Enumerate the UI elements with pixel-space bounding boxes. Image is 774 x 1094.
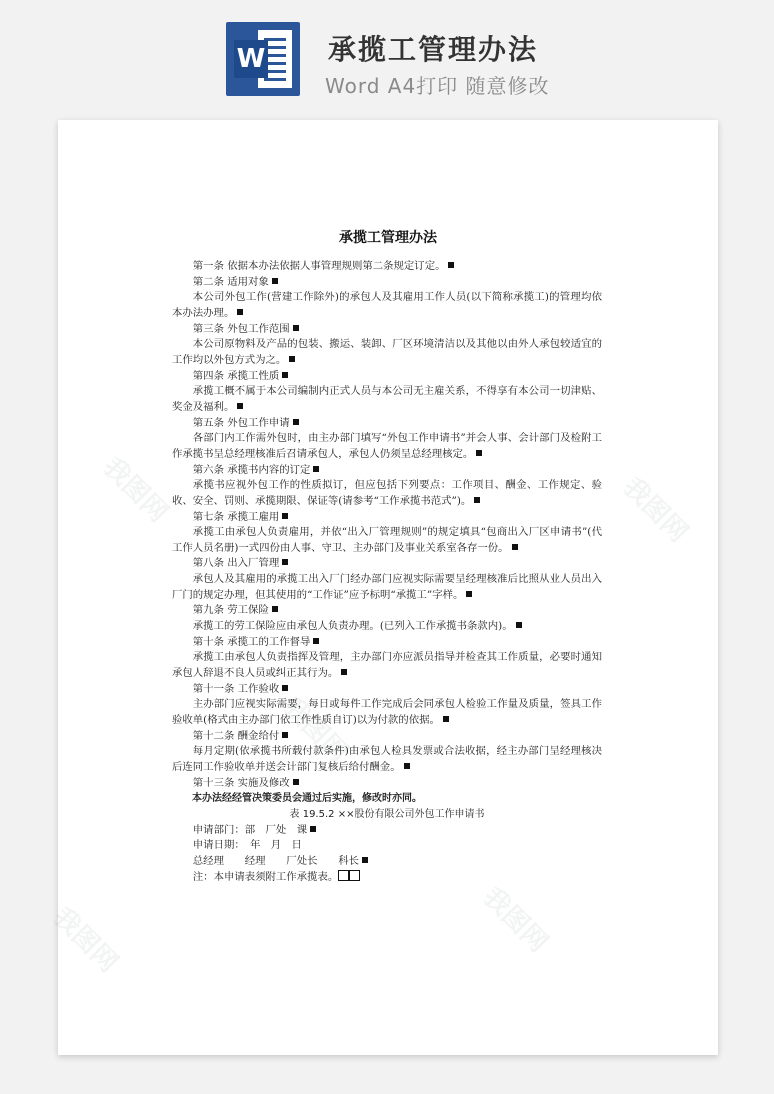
paragraph-mark-icon [282,559,288,565]
paragraph-text: 第三条 外包工作范围 [192,322,290,335]
paragraph-mark-icon [476,450,482,456]
paragraph-text: 第六条 承揽书内容的订定 [192,463,311,476]
paragraph-text: 第十三条 实施及修改 [192,776,290,789]
document-paragraph [172,322,602,338]
watermark: 我图网 [47,902,124,979]
document-paragraph [172,478,602,509]
paragraph-text: 表 19.5.2 ××股份有限公司外包工作申请书 [289,808,485,820]
paragraph-text: 本公司外包工作(营建工作除外)的承包人及其雇用工作人员(以下简称承揽工)的管理均依本办法办理。 [172,291,602,319]
paragraph-text: 第一条 依据本办法依据人事管理规则第二条规定订定。 [192,260,446,272]
paragraph-mark-icon [237,309,243,315]
paragraph-mark-icon [293,779,299,785]
paragraph-text: 本公司原物料及产品的包装、搬运、装卸、厂区环境清洁以及其他以由外人承包较适宜的工作均以外包方式为之。 [172,338,602,366]
document-paragraph [172,603,602,619]
paragraph-text: 承揽工由承包人负责雇用，并依“出入厂管理规则”的规定填具“包商出入厂区申请书”(代工作人员名册)一式四份由人事、守卫、主办部门及事业关系室各存一份。 [172,526,602,554]
empty-box-icon [338,870,349,881]
empty-box-icon [349,870,360,881]
paragraph-mark-icon [272,606,278,612]
watermark: 我图网 [617,472,694,549]
paragraph-mark-icon [443,716,449,722]
paragraph-mark-icon [448,262,454,268]
document-paragraph [172,431,602,462]
document-paragraph [172,635,602,651]
header-banner [0,0,774,118]
paragraph-text: 主办部门应视实际需要，每日或每件工作完成后会同承包人检验工作量及质量，签具工作验收单(格式由主办部门依工作性质自订)以为付款的依据。 [172,698,602,727]
document-paragraph [172,854,602,870]
document-paragraph [172,697,602,728]
banner-subtitle: Word A4打印 随意修改 [325,74,550,98]
document-paragraph [172,650,602,681]
paragraph-mark-icon [474,497,480,503]
paragraph-text: 第七条 承揽工雇用 [192,510,280,523]
paragraph-text: 第五条 外包工作申请 [192,416,290,429]
document-paragraph [172,744,602,775]
paragraph-mark-icon [313,466,319,472]
paragraph-text: 申请部门：部 厂处 课 [192,823,308,836]
paragraph-mark-icon [313,638,319,644]
document-paragraph [172,369,602,385]
paragraph-mark-icon [362,857,368,863]
banner-title: 承揽工管理办法 [328,33,539,66]
document-paragraph [172,729,602,745]
paragraph-mark-icon [282,732,288,738]
paragraph-text: 第十二条 酬金给付 [192,729,280,742]
document-paragraph [172,838,602,854]
watermark: 我图网 [477,882,554,959]
document-paragraph [172,807,602,823]
paragraph-mark-icon [282,372,288,378]
document-paragraph [172,823,602,839]
document-paragraph [172,463,602,479]
watermark: 我图网 [277,692,354,769]
paragraph-text: 承揽工由承包人负责指挥及管理，主办部门亦应派员指导并检查其工作质量，必要时通知承包人辞退不良人员或纠正其行为。 [172,651,602,680]
paragraph-text: 本办法经经管决策委员会通过后实施，修改时亦同。 [192,793,422,805]
paragraph-text: 注：本申请表须附工作承揽表。 [192,870,339,883]
word-logo-icon [226,22,300,96]
document-paragraph [172,556,602,572]
paragraph-text: 第二条 适用对象 [192,275,269,288]
paragraph-text: 第八条 出入厂管理 [192,557,280,570]
document-paragraph [172,290,602,321]
paragraph-mark-icon [293,419,299,425]
document-paragraph [172,337,602,368]
paragraph-mark-icon [282,513,288,519]
paragraph-mark-icon [512,544,518,550]
paragraph-mark-icon [310,826,316,832]
paragraph-mark-icon [282,685,288,691]
word-letter: W [234,40,268,78]
paragraph-mark-icon [466,591,472,597]
paragraph-mark-icon [289,356,295,362]
document-paragraph [172,776,602,792]
document-paragraph [172,619,602,635]
document-title: 承揽工管理办法 [339,230,437,246]
document-paragraph [172,259,602,275]
document-paragraph [172,870,602,886]
document-paragraph [172,572,602,603]
paragraph-text: 每月定期(依承揽书所载付款条件)由承包人检具发票或合法收据，经主办部门呈经理核决后连同工作验收单并送会计部门复核后给付酬金。 [172,745,602,773]
document-paragraph [172,510,602,526]
paragraph-text: 总经理 经理 厂处长 科长 [192,854,360,867]
document-body [172,259,602,885]
document-paragraph [172,275,602,291]
paragraph-text: 承揽工概不属于本公司编制内正式人员与本公司无主雇关系，不得享有本公司一切津贴、奖金及福利。 [172,385,602,413]
paragraph-text: 承揽工的劳工保险应由承包人负责办理。(已列入工作承揽书条款内)。 [192,620,513,633]
document-paragraph [172,525,602,556]
paragraph-text: 承包人及其雇用的承揽工出入厂门经办部门应视实际需要呈经理核准后比照从业人员出入厂门的规定办理，但其使用的“工作证”应予标明“承揽工”字样。 [172,573,602,601]
watermark: 我图网 [97,452,174,529]
paragraph-text: 第九条 劳工保险 [192,604,269,617]
document-paragraph [172,416,602,432]
paragraph-mark-icon [341,669,347,675]
paragraph-mark-icon [516,622,522,628]
document-paragraph [172,384,602,415]
document-page [47,120,718,1055]
paragraph-mark-icon [237,403,243,409]
paragraph-text: 各部门内工作需外包时，由主办部门填写“外包工作申请书”并会人事、会计部门及检附工作承揽书呈总经理核准后召请承包人，承包人仍须呈总经理核定。 [172,432,602,460]
paragraph-text: 第四条 承揽工性质 [192,369,280,382]
paragraph-text: 第十一条 工作验收 [192,682,280,695]
paragraph-text: 第十条 承揽工的工作督导 [192,635,311,648]
paragraph-mark-icon [404,763,410,769]
paragraph-mark-icon [293,325,299,331]
paragraph-text: 申请日期： 年 月 日 [192,839,302,852]
document-paragraph [172,791,602,807]
paragraph-text: 承揽书应视外包工作的性质拟订，但应包括下列要点：工作项目、酬金、工作规定、验收、安全、罚则、承揽期限、保证等(请参考“工作承揽书范式”)。 [172,479,602,507]
paragraph-mark-icon [272,278,278,284]
document-paragraph [172,682,602,698]
